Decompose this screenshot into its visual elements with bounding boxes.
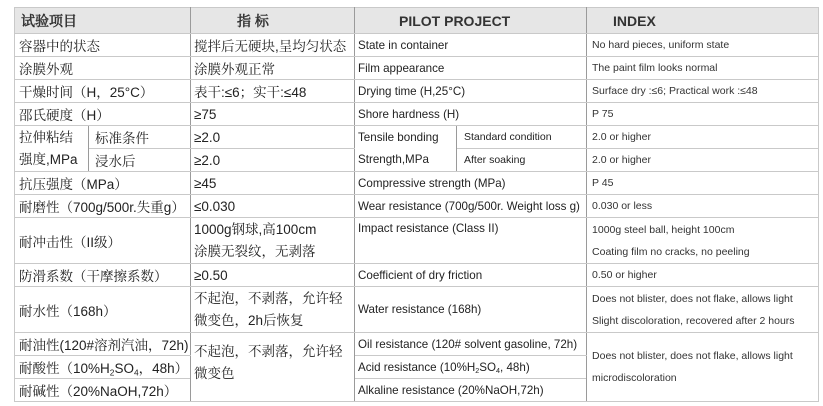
cell-line: 不起泡，不剥落，允许轻 bbox=[194, 343, 343, 359]
row-film-appearance bbox=[15, 57, 819, 80]
pilot-project-cell: Impact resistance (Class II) bbox=[355, 218, 587, 264]
indicator-cell: ≥2.0 bbox=[191, 126, 355, 149]
condition-cell: 标准条件 bbox=[89, 126, 191, 149]
row-container-state bbox=[15, 34, 819, 57]
row-tensile-bond-standard bbox=[15, 126, 819, 149]
pilot-project-cell: Shore hardness (H) bbox=[355, 103, 587, 126]
index-cell bbox=[587, 333, 819, 402]
pilot-condition-cell: After soaking bbox=[457, 149, 587, 172]
indicator-cell bbox=[191, 287, 355, 333]
test-item-cell: 容器中的状态 bbox=[15, 34, 191, 57]
indicator-cell bbox=[191, 333, 355, 402]
index-cell: Surface dry :≤6; Practical work :≤48 bbox=[587, 80, 819, 103]
cell-line: microdiscoloration bbox=[592, 372, 677, 384]
formula-subscript: 4 bbox=[496, 365, 501, 375]
formula-text: 耐酸性（10%H bbox=[19, 361, 110, 376]
test-item-cell: 抗压强度（MPa） bbox=[15, 172, 191, 195]
index-cell: P 45 bbox=[587, 172, 819, 195]
index-cell: P 75 bbox=[587, 103, 819, 126]
index-cell: 2.0 or higher bbox=[587, 149, 819, 172]
formula-text: , 48h) bbox=[500, 360, 530, 374]
formula-text: SO bbox=[479, 360, 497, 374]
cell-line: 1000g steel ball, height 100cm bbox=[592, 223, 735, 236]
row-wear-resistance bbox=[15, 195, 819, 218]
index-cell: No hard pieces, uniform state bbox=[587, 34, 819, 57]
indicator-cell bbox=[191, 218, 355, 264]
cell-line: 1000g钢球,高100cm bbox=[194, 221, 317, 237]
index-cell: 0.030 or less bbox=[587, 195, 819, 218]
cell-line: Does not blister, does not flake, allows light bbox=[592, 350, 793, 362]
cell-line: 强度,MPa bbox=[19, 151, 78, 167]
index-cell: 0.50 or higher bbox=[587, 264, 819, 287]
header-indicator: 指 标 bbox=[191, 8, 355, 34]
row-dry-friction bbox=[15, 264, 819, 287]
indicator-cell: 表干:≤6；实干:≤48 bbox=[191, 80, 355, 103]
pilot-project-cell: Drying time (H,25°C) bbox=[355, 80, 587, 103]
index-cell bbox=[587, 287, 819, 333]
pilot-project-cell: Wear resistance (700g/500r. Weight loss g) bbox=[355, 195, 587, 218]
formula-text: SO bbox=[114, 361, 134, 376]
row-oil-resistance bbox=[15, 333, 819, 356]
test-item-cell bbox=[15, 356, 191, 379]
row-water-resistance bbox=[15, 287, 819, 333]
cell-line: 不起泡，不剥落，允许轻 bbox=[194, 290, 343, 306]
pilot-project-cell: Alkaline resistance (20%NaOH,72h) bbox=[355, 379, 587, 402]
test-item-cell: 防滑系数（干摩擦系数） bbox=[15, 264, 191, 287]
test-item-cell: 耐油性(120#溶剂汽油，72h) bbox=[15, 333, 191, 356]
pilot-project-cell: Compressive strength (MPa) bbox=[355, 172, 587, 195]
index-cell: The paint film looks normal bbox=[587, 57, 819, 80]
test-item-cell: 耐水性（168h） bbox=[15, 287, 191, 333]
cell-line: Does not blister, does not flake, allows light bbox=[592, 292, 793, 305]
cell-line: 拉伸粘结 bbox=[19, 129, 73, 145]
test-item-cell: 耐磨性（700g/500r.失重g） bbox=[15, 195, 191, 218]
pilot-project-cell: Water resistance (168h) bbox=[355, 287, 587, 333]
indicator-cell: ≥45 bbox=[191, 172, 355, 195]
formula-text: ，48h） bbox=[138, 361, 189, 376]
test-item-cell: 耐冲击性（II级） bbox=[15, 218, 191, 264]
indicator-cell: ≥2.0 bbox=[191, 149, 355, 172]
formula-subscript: 2 bbox=[475, 365, 480, 375]
index-cell bbox=[587, 218, 819, 264]
formula-text: Acid resistance (10%H bbox=[358, 360, 476, 374]
pilot-condition-cell: Standard condition bbox=[457, 126, 587, 149]
cell-line: Tensile bonding bbox=[358, 130, 439, 144]
cell-line: 微变色 bbox=[194, 365, 235, 381]
row-shore-hardness bbox=[15, 103, 819, 126]
index-cell: 2.0 or higher bbox=[587, 126, 819, 149]
header-row bbox=[15, 8, 819, 34]
test-item-cell bbox=[15, 126, 89, 172]
test-item-cell: 邵氏硬度（H） bbox=[15, 103, 191, 126]
row-compressive-strength bbox=[15, 172, 819, 195]
header-index: INDEX bbox=[587, 8, 819, 34]
test-item-cell: 耐碱性（20%NaOH,72h） bbox=[15, 379, 191, 402]
indicator-cell: ≥0.50 bbox=[191, 264, 355, 287]
cell-line: Strength,MPa bbox=[358, 152, 429, 166]
pilot-project-cell: Film appearance bbox=[355, 57, 587, 80]
indicator-cell: ≥75 bbox=[191, 103, 355, 126]
cell-line: 涂膜无裂纹，无剥落 bbox=[194, 243, 316, 259]
indicator-cell: ≤0.030 bbox=[191, 195, 355, 218]
pilot-project-cell: State in container bbox=[355, 34, 587, 57]
indicator-cell: 搅拌后无硬块,呈均匀状态 bbox=[191, 34, 355, 57]
cell-line: Coating film no cracks, no peeling bbox=[592, 245, 750, 258]
row-drying-time bbox=[15, 80, 819, 103]
formula-subscript: 4 bbox=[133, 367, 139, 378]
cell-line: Slight discoloration, recovered after 2 hours bbox=[592, 314, 795, 327]
pilot-project-cell: Coefficient of dry friction bbox=[355, 264, 587, 287]
header-test-item: 试验项目 bbox=[15, 8, 191, 34]
row-impact-resistance bbox=[15, 218, 819, 264]
pilot-project-cell: Oil resistance (120# solvent gasoline, 72h) bbox=[355, 333, 587, 356]
formula-subscript: 2 bbox=[109, 367, 115, 378]
condition-cell: 浸水后 bbox=[89, 149, 191, 172]
indicator-cell: 涂膜外观正常 bbox=[191, 57, 355, 80]
test-item-cell: 干燥时间（H，25°C） bbox=[15, 80, 191, 103]
pilot-project-cell bbox=[355, 126, 457, 172]
test-item-cell: 涂膜外观 bbox=[15, 57, 191, 80]
spec-table bbox=[14, 7, 819, 402]
header-pilot-project: PILOT PROJECT bbox=[355, 8, 587, 34]
cell-line: 微变色，2h后恢复 bbox=[194, 312, 304, 328]
pilot-project-cell bbox=[355, 356, 587, 379]
